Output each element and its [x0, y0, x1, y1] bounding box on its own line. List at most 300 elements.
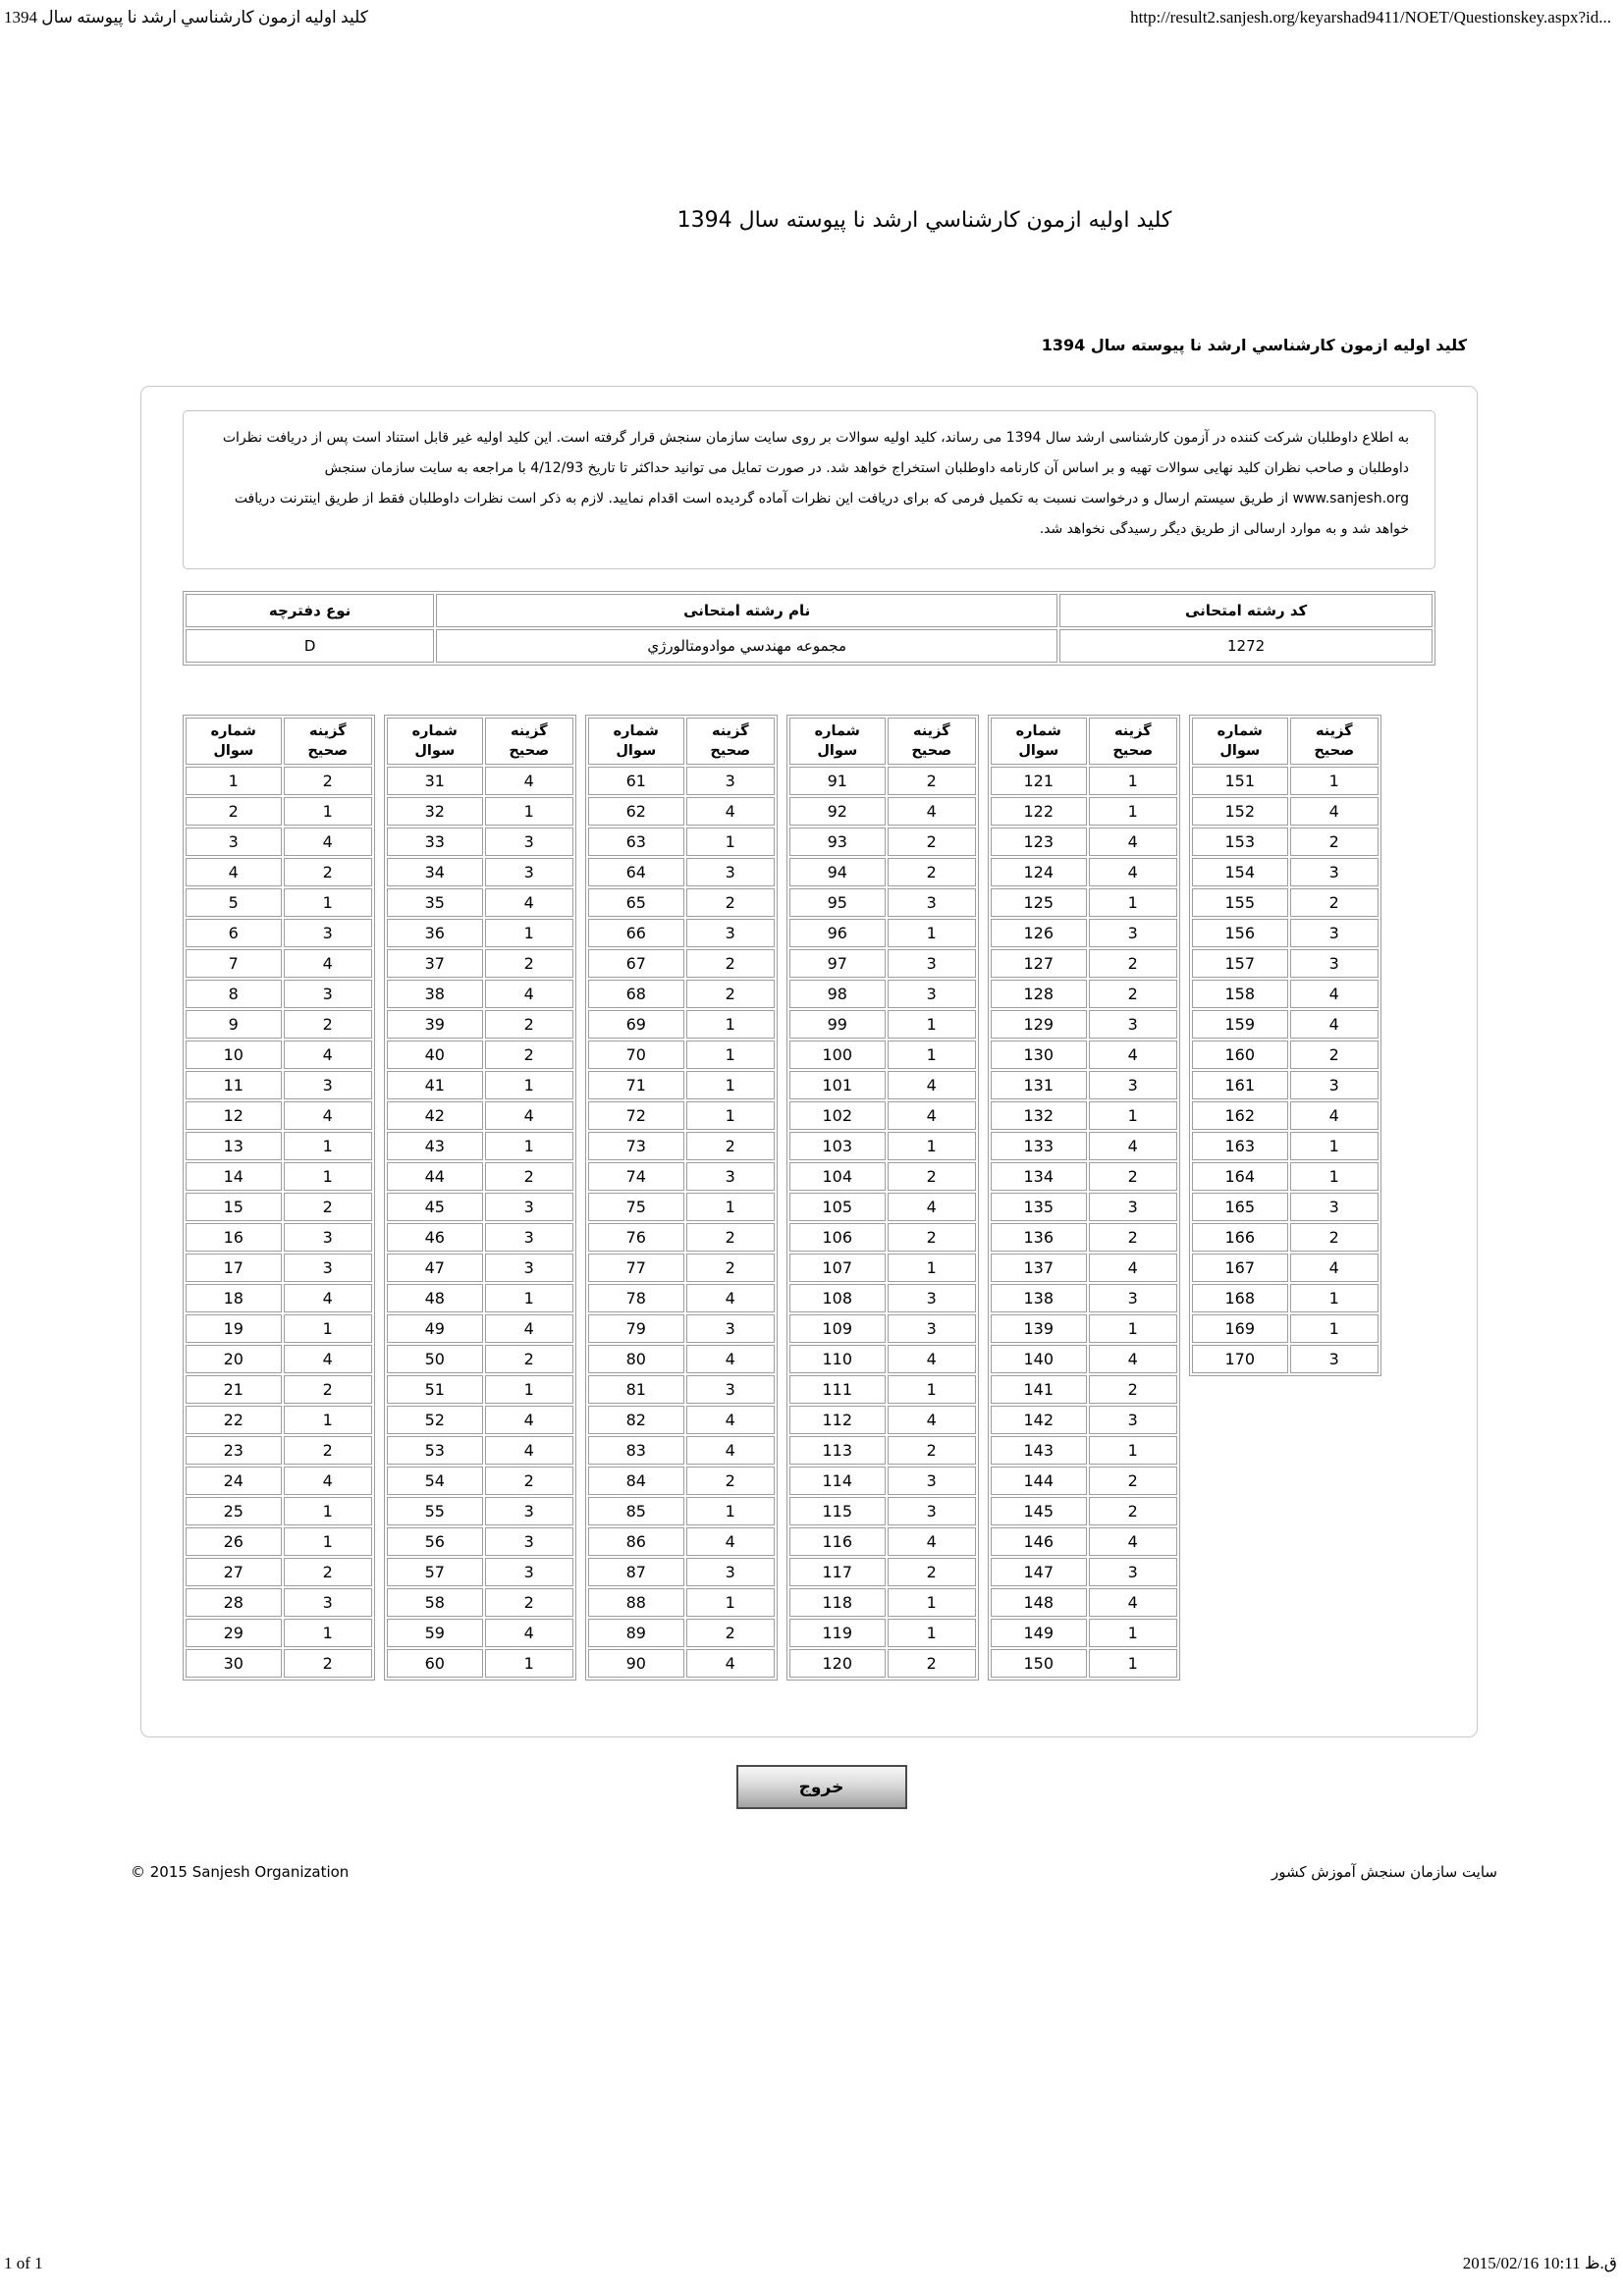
answer-option-cell: 1	[686, 1010, 775, 1039]
table-row	[1192, 1162, 1379, 1191]
content-box	[140, 386, 1478, 1737]
table-row	[991, 1497, 1177, 1525]
table-row	[991, 1254, 1177, 1282]
answer-option-cell: 3	[284, 919, 372, 947]
table-row	[789, 797, 976, 826]
table-row	[991, 1619, 1177, 1647]
question-number-cell: 105	[789, 1193, 886, 1221]
table-row	[789, 1314, 976, 1343]
table-row	[789, 828, 976, 856]
section-heading: کلید اولیه ازمون کارشناسي ارشد نا پیوسته سال 1394	[1041, 336, 1467, 354]
table-row	[387, 1071, 573, 1099]
answer-key-table-5	[988, 715, 1180, 1681]
table-row	[387, 1223, 573, 1252]
table-row	[186, 1314, 372, 1343]
table-row	[789, 980, 976, 1008]
answer-option-cell: 4	[1089, 1345, 1177, 1373]
answer-option-cell: 2	[485, 949, 573, 978]
answer-option-cell: 4	[284, 1041, 372, 1069]
question-number-cell: 88	[588, 1588, 684, 1617]
question-number-cell: 170	[1192, 1345, 1288, 1373]
table-row	[789, 1467, 976, 1495]
question-number-cell: 64	[588, 858, 684, 886]
table-row	[186, 858, 372, 886]
table-row	[588, 1041, 775, 1069]
table-row	[991, 1588, 1177, 1617]
question-number-cell: 164	[1192, 1162, 1288, 1191]
question-number-cell: 39	[387, 1010, 483, 1039]
question-number-cell: 74	[588, 1162, 684, 1191]
question-number-cell: 142	[991, 1406, 1087, 1434]
answer-option-cell: 3	[686, 919, 775, 947]
table-row	[789, 1558, 976, 1586]
answer-option-cell: 2	[1290, 1041, 1379, 1069]
table-row	[789, 1375, 976, 1404]
booklet-type-header: نوع دفترچه	[186, 594, 434, 627]
table-row	[588, 1345, 775, 1373]
table-row	[186, 919, 372, 947]
table-row	[588, 1254, 775, 1282]
question-number-cell: 45	[387, 1193, 483, 1221]
main-column	[140, 386, 1478, 1809]
table-row	[186, 1284, 372, 1312]
table-row	[387, 1345, 573, 1373]
question-number-header: شماره سوال	[789, 718, 886, 765]
question-number-cell: 108	[789, 1284, 886, 1312]
answer-option-cell: 4	[686, 1649, 775, 1678]
answer-option-cell: 1	[888, 1254, 976, 1282]
button-row	[140, 1765, 1478, 1809]
answer-option-cell: 4	[686, 1436, 775, 1465]
answer-option-cell: 3	[1290, 1345, 1379, 1373]
question-number-cell: 26	[186, 1527, 282, 1556]
table-row	[186, 1345, 372, 1373]
table-row	[387, 1254, 573, 1282]
table-row	[387, 1101, 573, 1130]
answer-option-cell: 3	[888, 980, 976, 1008]
table-row	[789, 1497, 976, 1525]
question-number-cell: 95	[789, 888, 886, 917]
question-number-cell: 79	[588, 1314, 684, 1343]
table-row	[789, 1406, 976, 1434]
table-row	[588, 949, 775, 978]
answer-option-cell: 4	[888, 797, 976, 826]
table-row	[991, 1558, 1177, 1586]
answer-key-table-1	[183, 715, 375, 1681]
answer-option-cell: 1	[686, 1071, 775, 1099]
answer-option-cell: 1	[1290, 767, 1379, 795]
notice-text: به اطلاع داوطلبان شرکت کننده در آزمون کارشناسی ارشد سال 1394 می رساند، کلید اولیه سوالات بر روی سایت سازمان سنجش قرار گرفته است. این کلید اولیه غیر قابل استناد است پس از دریافت نظرات داوطلبان و صاحب نظران کلید نهایی سوالات تهیه و بر اساس آن کارنامه داوطلبان استخراج خواهد شد. در صورت تمایل می توانید حداکثر تا تاریخ 4/12/93 با مراجعه به سایت سازمان سنجش www.sanjesh.org از طریق سیستم ارسال و درخواست نسبت به تکمیل فرمی که برای دریافت این نظرات آماده گردیده است اقدام نمایید. لازم به ذکر است نظرات داوطلبان فقط از طریق اینترنت دریافت خواهد شد و به موارد ارسالی از طریق دیگر رسیدگی نخواهد شد.	[222, 430, 1409, 537]
answer-option-cell: 4	[1089, 858, 1177, 886]
answer-option-cell: 3	[888, 1314, 976, 1343]
answer-option-cell: 4	[485, 1101, 573, 1130]
table-row	[991, 980, 1177, 1008]
table-row	[1192, 1284, 1379, 1312]
table-row	[789, 1345, 976, 1373]
question-number-cell: 104	[789, 1162, 886, 1191]
question-number-cell: 81	[588, 1375, 684, 1404]
answer-option-cell: 2	[888, 1223, 976, 1252]
table-row	[789, 858, 976, 886]
table-row	[186, 1649, 372, 1678]
answer-option-cell: 4	[888, 1071, 976, 1099]
answer-option-cell: 3	[284, 980, 372, 1008]
question-number-cell: 125	[991, 888, 1087, 917]
table-row	[588, 919, 775, 947]
question-number-cell: 84	[588, 1467, 684, 1495]
exam-info-table	[183, 591, 1435, 666]
correct-option-header: گزینه صحیح	[888, 718, 976, 765]
question-number-cell: 156	[1192, 919, 1288, 947]
answer-option-cell: 4	[888, 1193, 976, 1221]
answer-option-cell: 1	[284, 1406, 372, 1434]
table-row	[588, 1436, 775, 1465]
question-number-cell: 139	[991, 1314, 1087, 1343]
correct-option-header: گزینه صحیح	[485, 718, 573, 765]
question-number-cell: 59	[387, 1619, 483, 1647]
question-number-cell: 51	[387, 1375, 483, 1404]
question-number-cell: 65	[588, 888, 684, 917]
question-number-cell: 91	[789, 767, 886, 795]
answer-option-cell: 2	[1089, 1375, 1177, 1404]
table-row	[186, 1375, 372, 1404]
table-row	[588, 1619, 775, 1647]
question-number-cell: 144	[991, 1467, 1087, 1495]
table-row	[186, 888, 372, 917]
question-number-cell: 37	[387, 949, 483, 978]
answer-option-cell: 4	[1290, 1101, 1379, 1130]
question-number-cell: 93	[789, 828, 886, 856]
table-row	[588, 1406, 775, 1434]
answer-option-cell: 1	[485, 1071, 573, 1099]
answer-option-cell: 1	[686, 1588, 775, 1617]
table-row	[789, 1010, 976, 1039]
question-number-cell: 99	[789, 1010, 886, 1039]
table-row	[186, 1436, 372, 1465]
question-number-cell: 20	[186, 1345, 282, 1373]
print-header-document-title: کلید اولیه ازمون کارشناسي ارشد نا پیوسته سال 1394	[4, 8, 368, 27]
table-row	[789, 1619, 976, 1647]
question-number-cell: 159	[1192, 1010, 1288, 1039]
answer-option-cell: 1	[1089, 797, 1177, 826]
table-row	[1192, 1193, 1379, 1221]
answer-option-cell: 4	[1089, 1132, 1177, 1160]
table-row	[186, 1193, 372, 1221]
table-row	[588, 828, 775, 856]
question-number-cell: 134	[991, 1162, 1087, 1191]
question-number-cell: 69	[588, 1010, 684, 1039]
table-row	[186, 1467, 372, 1495]
answer-option-cell: 2	[686, 1467, 775, 1495]
answer-option-cell: 3	[1089, 919, 1177, 947]
question-number-cell: 86	[588, 1527, 684, 1556]
table-row	[789, 1132, 976, 1160]
answer-option-cell: 3	[485, 1497, 573, 1525]
table-row	[1192, 1010, 1379, 1039]
question-number-cell: 141	[991, 1375, 1087, 1404]
table-row	[991, 1345, 1177, 1373]
table-row	[1192, 888, 1379, 917]
question-number-cell: 62	[588, 797, 684, 826]
question-number-cell: 102	[789, 1101, 886, 1130]
question-number-cell: 50	[387, 1345, 483, 1373]
table-row	[991, 1010, 1177, 1039]
table-row	[186, 767, 372, 795]
table-row	[387, 1041, 573, 1069]
table-row	[186, 1588, 372, 1617]
table-row	[991, 1314, 1177, 1343]
answer-option-cell: 4	[485, 1436, 573, 1465]
table-row	[789, 1436, 976, 1465]
answer-option-cell: 2	[485, 1345, 573, 1373]
answer-option-cell: 1	[888, 1619, 976, 1647]
answer-key-header-row	[387, 718, 573, 765]
footer-site-name: سایت سازمان سنجش آموزش کشور	[1271, 1863, 1497, 1881]
table-row	[186, 1527, 372, 1556]
answer-option-cell: 4	[686, 1284, 775, 1312]
answer-option-cell: 3	[1089, 1193, 1177, 1221]
question-number-cell: 87	[588, 1558, 684, 1586]
question-number-cell: 162	[1192, 1101, 1288, 1130]
answer-option-cell: 2	[686, 1223, 775, 1252]
answer-option-cell: 4	[485, 888, 573, 917]
answer-option-cell: 1	[485, 1284, 573, 1312]
answer-option-cell: 3	[485, 1223, 573, 1252]
table-row	[588, 1162, 775, 1191]
table-row	[387, 1406, 573, 1434]
answer-option-cell: 1	[1089, 1436, 1177, 1465]
question-number-cell: 23	[186, 1436, 282, 1465]
table-row	[186, 1101, 372, 1130]
answer-option-cell: 4	[1089, 828, 1177, 856]
table-row	[588, 1223, 775, 1252]
table-row	[387, 828, 573, 856]
question-number-cell: 160	[1192, 1041, 1288, 1069]
question-number-cell: 63	[588, 828, 684, 856]
table-row	[387, 949, 573, 978]
answer-option-cell: 4	[485, 980, 573, 1008]
answer-key-header-row	[789, 718, 976, 765]
answer-option-cell: 2	[686, 1132, 775, 1160]
answer-option-cell: 4	[485, 1619, 573, 1647]
table-row	[1192, 828, 1379, 856]
answer-option-cell: 3	[888, 1467, 976, 1495]
answer-option-cell: 4	[284, 828, 372, 856]
answer-option-cell: 2	[888, 858, 976, 886]
question-number-cell: 89	[588, 1619, 684, 1647]
question-number-cell: 123	[991, 828, 1087, 856]
table-row	[991, 1284, 1177, 1312]
answer-option-cell: 3	[284, 1254, 372, 1282]
answer-option-cell: 4	[284, 1101, 372, 1130]
table-row	[387, 1619, 573, 1647]
table-row	[588, 1010, 775, 1039]
exam-info-header-row	[186, 594, 1433, 627]
question-number-header: شماره سوال	[186, 718, 282, 765]
table-row	[789, 949, 976, 978]
table-row	[991, 1132, 1177, 1160]
question-number-cell: 36	[387, 919, 483, 947]
answer-option-cell: 1	[686, 1101, 775, 1130]
answer-key-header-row	[186, 718, 372, 765]
answer-option-cell: 3	[888, 949, 976, 978]
question-number-cell: 94	[789, 858, 886, 886]
answer-option-cell: 3	[1290, 949, 1379, 978]
question-number-cell: 56	[387, 1527, 483, 1556]
table-row	[588, 858, 775, 886]
answer-option-cell: 3	[888, 1497, 976, 1525]
answer-option-cell: 2	[1290, 888, 1379, 917]
question-number-cell: 85	[588, 1497, 684, 1525]
answer-option-cell: 2	[284, 1558, 372, 1586]
table-row	[789, 1223, 976, 1252]
question-number-cell: 107	[789, 1254, 886, 1282]
answer-option-cell: 1	[1290, 1162, 1379, 1191]
answer-key-header-row	[588, 718, 775, 765]
question-number-cell: 25	[186, 1497, 282, 1525]
print-header-url: http://result2.sanjesh.org/keyarshad9411/NOET/Questionskey.aspx?id...	[1130, 8, 1611, 27]
question-number-cell: 27	[186, 1558, 282, 1586]
table-row	[789, 767, 976, 795]
answer-option-cell: 4	[284, 1467, 372, 1495]
table-row	[387, 1314, 573, 1343]
question-number-cell: 44	[387, 1162, 483, 1191]
answer-option-cell: 2	[1089, 1162, 1177, 1191]
question-number-cell: 113	[789, 1436, 886, 1465]
question-number-cell: 4	[186, 858, 282, 886]
table-row	[186, 980, 372, 1008]
answer-option-cell: 3	[1290, 1071, 1379, 1099]
question-number-cell: 60	[387, 1649, 483, 1678]
question-number-cell: 57	[387, 1558, 483, 1586]
answer-option-cell: 2	[888, 1162, 976, 1191]
table-row	[186, 1497, 372, 1525]
question-number-cell: 96	[789, 919, 886, 947]
question-number-cell: 137	[991, 1254, 1087, 1282]
answer-option-cell: 3	[1290, 858, 1379, 886]
answer-option-cell: 3	[686, 1162, 775, 1191]
table-row	[1192, 1132, 1379, 1160]
table-row	[991, 1406, 1177, 1434]
table-row	[387, 888, 573, 917]
table-row	[186, 949, 372, 978]
question-number-cell: 38	[387, 980, 483, 1008]
question-number-cell: 112	[789, 1406, 886, 1434]
exam-field-code-value: 1272	[1059, 629, 1433, 663]
table-row	[588, 1558, 775, 1586]
answer-option-cell: 1	[1290, 1314, 1379, 1343]
answer-tables	[183, 715, 1435, 1681]
question-number-cell: 15	[186, 1193, 282, 1221]
question-number-cell: 109	[789, 1314, 886, 1343]
question-number-cell: 161	[1192, 1071, 1288, 1099]
answer-option-cell: 2	[686, 1254, 775, 1282]
table-row	[789, 1588, 976, 1617]
answer-key-table-2	[384, 715, 576, 1681]
question-number-cell: 133	[991, 1132, 1087, 1160]
answer-option-cell: 1	[686, 828, 775, 856]
table-row	[186, 1071, 372, 1099]
table-row	[991, 1223, 1177, 1252]
question-number-cell: 67	[588, 949, 684, 978]
print-footer-datetime: 2015/02/16 10:11 ق.ظ	[1462, 2254, 1617, 2272]
question-number-cell: 53	[387, 1436, 483, 1465]
question-number-cell: 14	[186, 1162, 282, 1191]
answer-option-cell: 1	[888, 1041, 976, 1069]
question-number-cell: 66	[588, 919, 684, 947]
exam-field-code-header: کد رشته امتحانی	[1059, 594, 1433, 627]
question-number-cell: 131	[991, 1071, 1087, 1099]
question-number-cell: 82	[588, 1406, 684, 1434]
table-row	[1192, 1254, 1379, 1282]
question-number-header: شماره سوال	[991, 718, 1087, 765]
table-row	[789, 1527, 976, 1556]
question-number-cell: 103	[789, 1132, 886, 1160]
exit-button[interactable]: خروج	[736, 1765, 907, 1809]
table-row	[387, 1132, 573, 1160]
question-number-cell: 3	[186, 828, 282, 856]
footer-copyright: © 2015 Sanjesh Organization	[131, 1863, 350, 1881]
table-row	[588, 1193, 775, 1221]
table-row	[387, 1193, 573, 1221]
table-row	[588, 1588, 775, 1617]
question-number-cell: 12	[186, 1101, 282, 1130]
answer-option-cell: 4	[686, 1345, 775, 1373]
table-row	[1192, 767, 1379, 795]
answer-option-cell: 3	[1089, 1558, 1177, 1586]
answer-option-cell: 2	[686, 949, 775, 978]
answer-option-cell: 4	[284, 949, 372, 978]
question-number-cell: 47	[387, 1254, 483, 1282]
answer-option-cell: 2	[1290, 828, 1379, 856]
table-row	[789, 1649, 976, 1678]
answer-option-cell: 2	[686, 980, 775, 1008]
answer-option-cell: 4	[1089, 1254, 1177, 1282]
question-number-cell: 157	[1192, 949, 1288, 978]
question-number-cell: 153	[1192, 828, 1288, 856]
question-number-cell: 17	[186, 1254, 282, 1282]
table-row	[186, 1254, 372, 1282]
answer-option-cell: 3	[485, 1558, 573, 1586]
answer-option-cell: 2	[284, 1649, 372, 1678]
answer-option-cell: 3	[686, 1314, 775, 1343]
question-number-cell: 46	[387, 1223, 483, 1252]
table-row	[991, 1649, 1177, 1678]
question-number-cell: 83	[588, 1436, 684, 1465]
question-number-cell: 145	[991, 1497, 1087, 1525]
answer-option-cell: 1	[888, 919, 976, 947]
question-number-cell: 155	[1192, 888, 1288, 917]
table-row	[789, 888, 976, 917]
question-number-cell: 55	[387, 1497, 483, 1525]
correct-option-header: گزینه صحیح	[284, 718, 372, 765]
answer-option-cell: 1	[284, 1619, 372, 1647]
question-number-cell: 124	[991, 858, 1087, 886]
table-row	[387, 1375, 573, 1404]
question-number-cell: 8	[186, 980, 282, 1008]
table-row	[588, 1527, 775, 1556]
question-number-cell: 166	[1192, 1223, 1288, 1252]
answer-option-cell: 4	[888, 1527, 976, 1556]
table-row	[186, 1406, 372, 1434]
answer-option-cell: 1	[485, 919, 573, 947]
table-row	[186, 1132, 372, 1160]
question-number-cell: 122	[991, 797, 1087, 826]
table-row	[186, 1619, 372, 1647]
answer-option-cell: 2	[485, 1041, 573, 1069]
question-number-cell: 110	[789, 1345, 886, 1373]
question-number-cell: 138	[991, 1284, 1087, 1312]
